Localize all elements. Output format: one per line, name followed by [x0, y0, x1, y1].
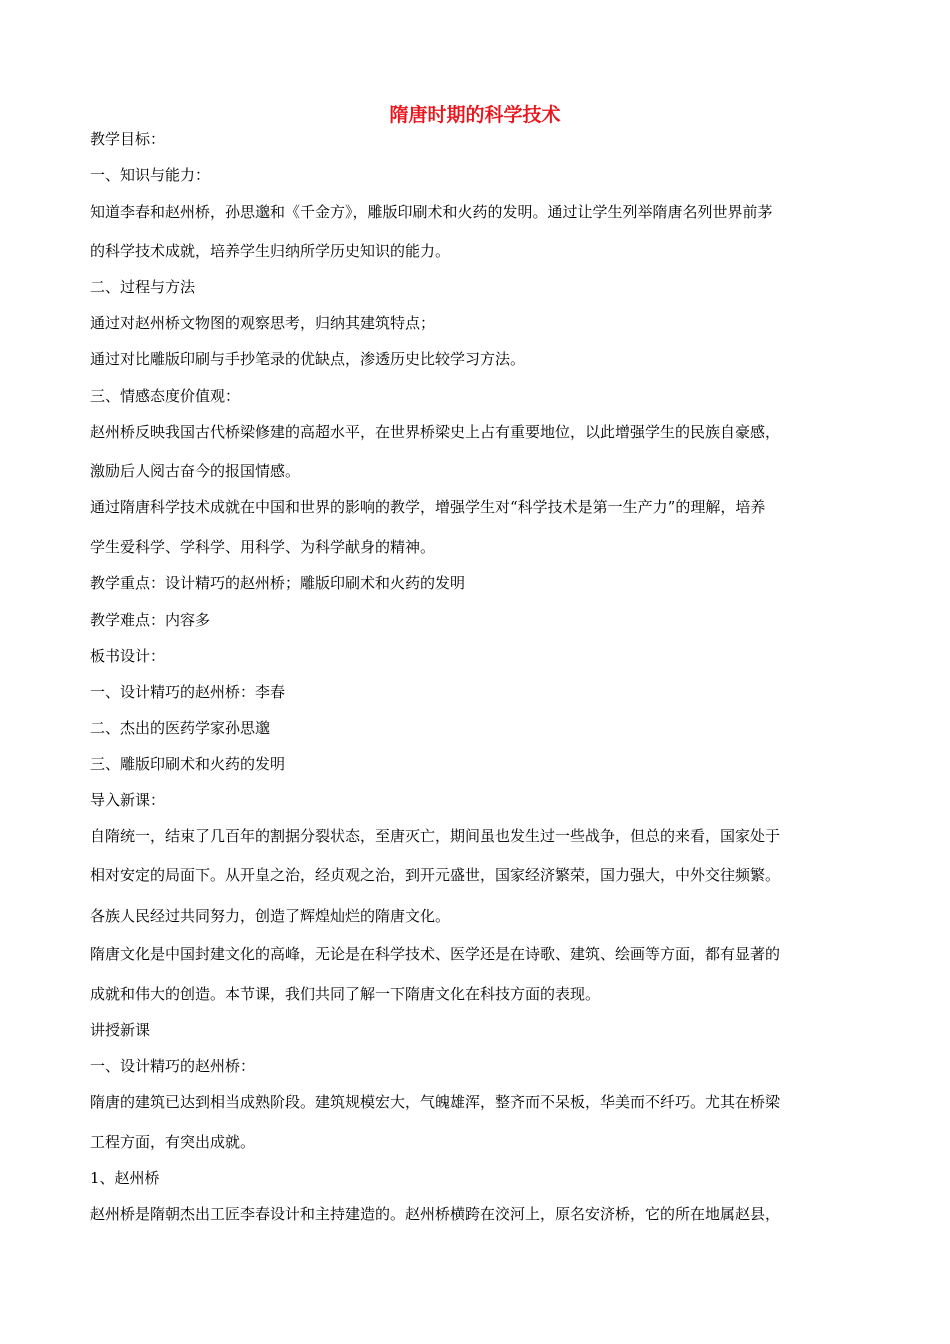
text-line: 二、杰出的医药学家孙思邈	[90, 719, 271, 737]
text-line: 通过隋唐科学技术成就在中国和世界的影响的教学，增强学生对“科学技术是第一生产力”的理解，培养	[90, 498, 766, 516]
text-line: 知道李春和赵州桥，孙思邈和《千金方》，雕版印刷术和火药的发明。通过让学生列举隋唐名列世界前茅	[90, 203, 773, 221]
text-line: 赵州桥是隋朝杰出工匠李春设计和主持建造的。赵州桥横跨在洨河上，原名安济桥，它的所在地属赵县，	[90, 1205, 781, 1223]
text-line: 自隋统一，结束了几百年的割据分裂状态，至唐灭亡，期间虽也发生过一些战争，但总的来看，国家处于	[90, 827, 781, 845]
text-line: 隋唐文化是中国封建文化的高峰，无论是在科学技术、医学还是在诗歌、建筑、绘画等方面，都有显著的	[90, 945, 781, 963]
text-line: 板书设计：	[90, 647, 166, 665]
text-line: 一、知识与能力：	[90, 166, 211, 184]
text-line: 一、设计精巧的赵州桥：李春	[90, 683, 286, 701]
text-line: 相对安定的局面下。从开皇之治，经贞观之治，到开元盛世，国家经济繁荣，国力强大，中外交往频繁。	[90, 866, 781, 884]
text-line: 1、赵州桥	[90, 1169, 160, 1187]
text-line: 教学难点：内容多	[90, 611, 211, 629]
text-line: 隋唐的建筑已达到相当成熟阶段。建筑规模宏大，气魄雄浑，整齐而不呆板，华美而不纤巧。尤其在桥梁	[90, 1093, 781, 1111]
document-title: 隋唐时期的科学技术	[389, 104, 561, 126]
text-line: 通过对比雕版印刷与手抄笔录的优缺点，渗透历史比较学习方法。	[90, 350, 526, 368]
text-line: 教学目标：	[90, 130, 166, 148]
text-line: 三、情感态度价值观：	[90, 387, 241, 405]
text-line: 成就和伟大的创造。本节课，我们共同了解一下隋唐文化在科技方面的表现。	[90, 985, 601, 1003]
text-line: 一、设计精巧的赵州桥：	[90, 1057, 256, 1075]
text-line: 教学重点：设计精巧的赵州桥；雕版印刷术和火药的发明	[90, 574, 466, 592]
text-line: 工程方面，有突出成就。	[90, 1133, 256, 1151]
text-line: 各族人民经过共同努力，创造了辉煌灿烂的隋唐文化。	[90, 907, 451, 925]
text-line: 赵州桥反映我国古代桥梁修建的高超水平，在世界桥梁史上占有重要地位，以此增强学生的民族自豪感，	[90, 423, 781, 441]
text-line: 导入新课：	[90, 791, 166, 809]
text-line: 学生爱科学、学科学、用科学、为科学献身的精神。	[90, 538, 436, 556]
text-line: 通过对赵州桥文物图的观察思考，归纳其建筑特点；	[90, 314, 436, 332]
text-line: 激励后人阅古奋今的报国情感。	[90, 462, 301, 480]
text-line: 讲授新课	[90, 1021, 151, 1039]
text-line: 二、过程与方法	[90, 278, 196, 296]
text-line: 的科学技术成就，培养学生归纳所学历史知识的能力。	[90, 242, 451, 260]
text-line: 三、雕版印刷术和火药的发明	[90, 755, 286, 773]
